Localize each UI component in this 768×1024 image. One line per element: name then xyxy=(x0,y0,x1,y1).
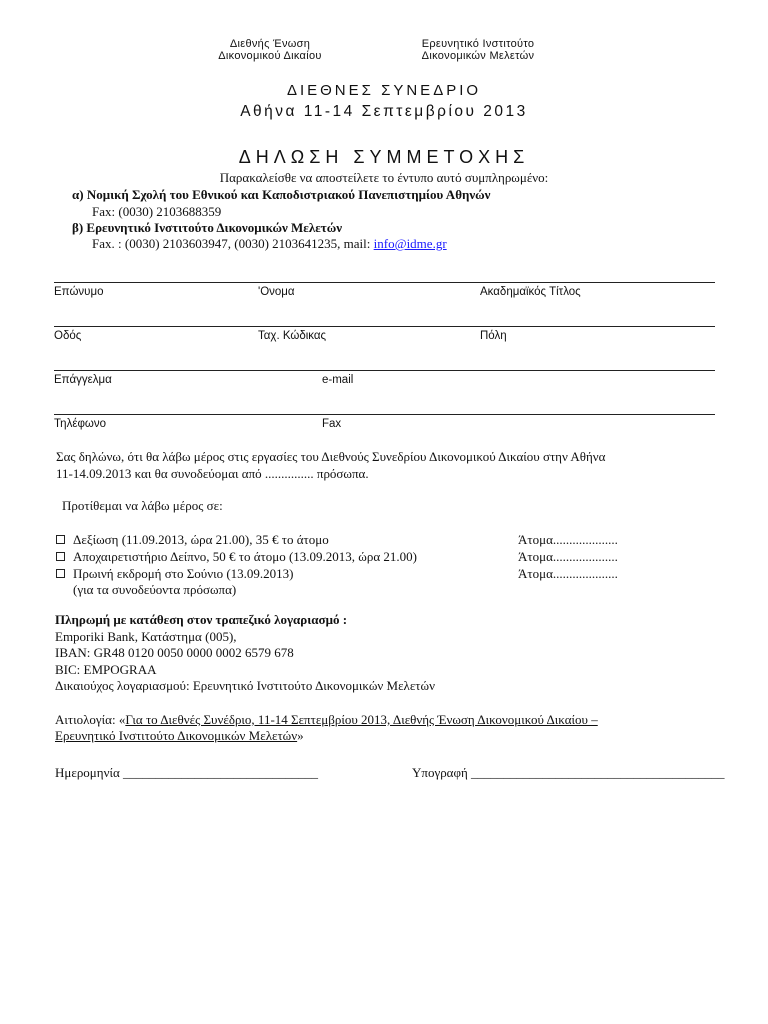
dinner-label: Αποχαιρετιστήριο Δείπνο, 50 € το άτομο (13.09.2013, ώρα 21.00) xyxy=(73,549,417,564)
field-rule-1 xyxy=(54,282,715,283)
option-reception xyxy=(56,532,329,548)
field-rule-4 xyxy=(54,414,715,415)
form-title: ΔΗΛΩΣΗ ΣΥΜΜΕΤΟΧΗΣ xyxy=(238,147,530,167)
reception-checkbox[interactable] xyxy=(56,535,65,544)
excursion-persons[interactable]: Άτομα.................... xyxy=(518,566,618,581)
signature-field[interactable]: Υπογραφή _______________________________________ xyxy=(412,765,725,780)
email-label: e-mail xyxy=(322,374,354,386)
excursion-note: (για τα συνοδεύοντα πρόσωπα) xyxy=(73,582,237,597)
option-excursion xyxy=(56,566,293,582)
declaration-line1: Σας δηλώνω, ότι θα λάβω μέρος στις εργασίες του Διεθνούς Συνεδρίου Δικονομικού Δικαίου στην Αθήνα xyxy=(56,449,606,464)
org-right-line2: Δικονομικών Μελετών xyxy=(421,50,535,62)
options-intro: Προτίθεμαι να λάβω μέρος σε: xyxy=(62,498,223,513)
payment-iban: IBAN: GR48 0120 0050 0000 0002 6579 678 xyxy=(55,645,294,660)
dinner-persons[interactable]: Άτομα.................... xyxy=(518,549,618,564)
org-left-line2: Δικονομικού Δικαίου xyxy=(218,50,322,62)
reason-suffix: » xyxy=(297,728,304,743)
declaration-line2: 11-14.09.2013 και θα συνοδεύομαι από ............... πρόσωπα. xyxy=(56,466,369,481)
recipient-b-contact xyxy=(92,236,447,252)
payment-bic: BIC: EMPOGRAA xyxy=(55,662,157,677)
option-dinner xyxy=(56,549,417,565)
payment-bank: Emporiki Bank, Κατάστημα (005), xyxy=(55,629,237,644)
field-rule-3 xyxy=(54,370,715,371)
email-link[interactable]: info@idme.gr xyxy=(373,236,447,251)
dinner-checkbox[interactable] xyxy=(56,552,65,561)
excursion-checkbox[interactable] xyxy=(56,569,65,578)
profession-label: Επάγγελμα xyxy=(54,374,112,386)
recipient-b: β) Ερευνητικό Ινστιτούτο Δικονομικών Μελετών xyxy=(72,220,343,235)
org-left xyxy=(190,38,350,62)
date-field[interactable]: Ημερομηνία ______________________________ xyxy=(55,765,319,780)
org-right xyxy=(398,38,558,62)
surname-label: Επώνυμο xyxy=(54,286,104,298)
phone-label: Τηλέφωνο xyxy=(54,418,107,430)
payment-holder: Δικαιούχος λογαριασμού: Ερευνητικό Ινστιτούτο Δικονομικών Μελετών xyxy=(55,678,435,693)
recipient-a: α) Νομική Σχολή του Εθνικού και Καποδιστριακού Πανεπιστημίου Αθηνών xyxy=(72,187,491,202)
reason-line2 xyxy=(55,728,304,744)
reception-label: Δεξίωση (11.09.2013, ώρα 21.00), 35 € το άτομο xyxy=(73,532,329,547)
street-label: Οδός xyxy=(54,330,82,342)
form-instruction: Παρακαλείσθε να αποστείλετε το έντυπο αυτό συμπληρωμένο: xyxy=(219,170,549,185)
org-right-line1: Ερευνητικό Ινστιτούτο xyxy=(421,38,535,50)
field-rule-2 xyxy=(54,326,715,327)
recipient-b-fax: Fax. : (0030) 2103603947, (0030) 2103641235, mail: xyxy=(92,236,374,251)
reason-line1 xyxy=(55,712,598,728)
recipient-a-fax: Fax: (0030) 2103688359 xyxy=(92,204,222,219)
postal-code-label: Ταχ. Κώδικας xyxy=(258,330,327,342)
org-left-line1: Διεθνής Ένωση xyxy=(229,38,311,50)
excursion-label: Πρωινή εκδρομή στο Σούνιο (13.09.2013) xyxy=(73,566,294,581)
academic-title-label: Ακαδημαϊκός Τίτλος xyxy=(480,286,581,298)
reason-prefix: Αιτιολογία: « xyxy=(55,712,126,727)
fax-label: Fax xyxy=(322,418,342,430)
conference-dates: Αθήνα 11-14 Σεπτεμβρίου 2013 xyxy=(240,103,528,120)
reason-text-2: Ερευνητικό Ινστιτούτο Δικονομικών Μελετών xyxy=(55,728,298,743)
payment-heading: Πληρωμή με κατάθεση στον τραπεζικό λογαριασμό : xyxy=(55,612,348,627)
reception-persons[interactable]: Άτομα.................... xyxy=(518,532,618,547)
conference-title: ΔΙΕΘΝΕΣ ΣΥΝΕΔΡΙΟ xyxy=(286,82,482,99)
name-label: 'Ονομα xyxy=(258,286,295,298)
city-label: Πόλη xyxy=(480,330,507,342)
reason-text-1: Για το Διεθνές Συνέδριο, 11-14 Σεπτεμβρίου 2013, Διεθνής Ένωση Δικονομικού Δικαίου – xyxy=(125,712,598,727)
